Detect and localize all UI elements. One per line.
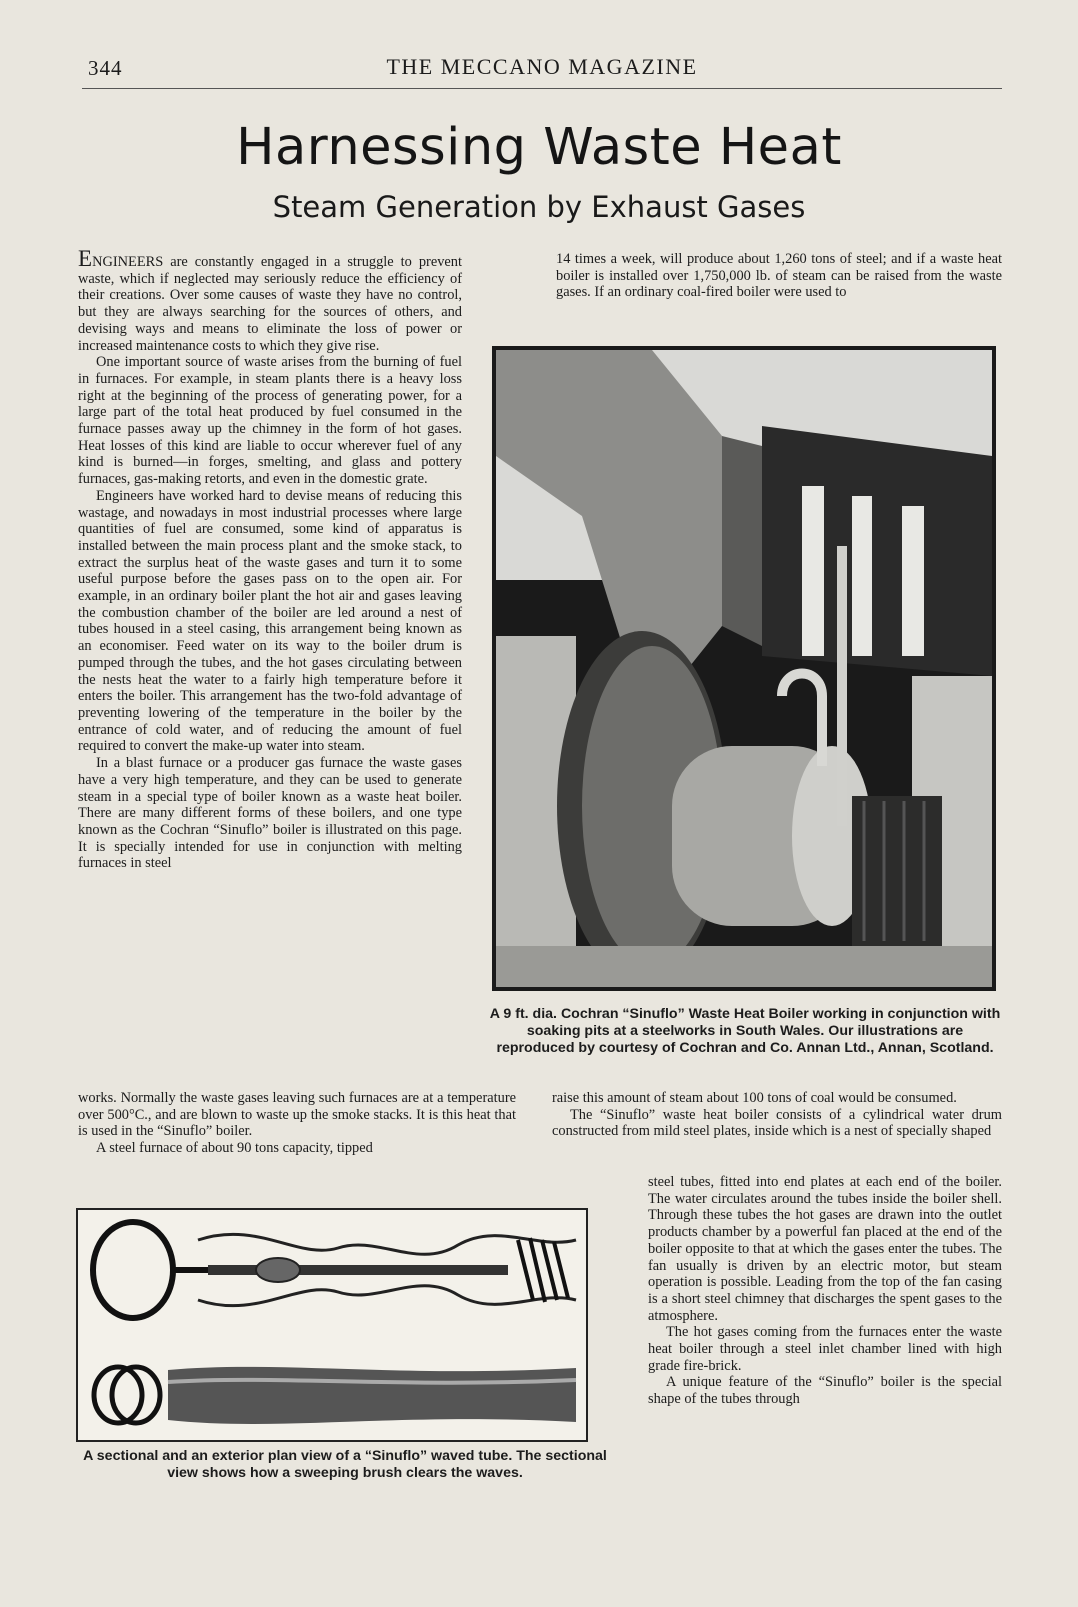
paragraph: steel tubes, fitted into end plates at each end of the boiler. The water circulates around the tubes inside the boiler shell. Through these tubes the hot gases are drawn into the outlet products chamber by a powerful fan placed at the end of the boiler opposite to that at which the gases enter the tubes. The fan usually is driven by an electric motor, but steam operation is possible. Leading from the top of the fan casing is a short steel chimney that discharges the spent gases to the atmosphere.	[648, 1174, 1002, 1324]
article-subtitle: Steam Generation by Exhaust Gases	[272, 190, 806, 224]
paragraph-text: NGINEERS are constantly engaged in a struggle to prevent waste, which if neglected may seriously reduce the efficiency of their creations. Over some causes of waste they have no control, but they are always searching for the sources of others, and devising ways and means to eliminate the loss of power or increased maintenance costs to which they give rise.	[78, 254, 462, 354]
right-column-top	[556, 251, 1002, 301]
magazine-title: THE MECCANO MAGAZINE	[386, 54, 698, 79]
boiler-photo-illustration	[492, 346, 996, 991]
left-column	[78, 246, 462, 872]
boiler-photo	[492, 346, 996, 991]
tube-caption: A sectional and an exterior plan view of a “Sinuflo” waved tube. The sectional view shows how a sweeping brush clears the waves.	[83, 1448, 607, 1481]
paragraph: 14 times a week, will produce about 1,260 tons of steel; and if a waste heat boiler is installed over 1,750,000 lb. of steam can be raised from the waste gases. If an ordinary coal-fired boiler were used to	[556, 251, 1002, 301]
right-lower-text	[552, 1090, 1002, 1140]
right-narrow-text	[648, 1174, 1002, 1408]
paragraph: The “Sinuflo” waste heat boiler consists of a cylindrical water drum constructed from mild steel plates, inside which is a nest of specially shaped	[552, 1106, 1002, 1140]
article-title: Harnessing Waste Heat	[236, 118, 842, 177]
left-lower-text	[78, 1090, 516, 1157]
paragraph: Engineers have worked hard to devise means of reducing this wastage, and nowadays in most industrial processes where large quantities of fuel are consumed, some kind of apparatus is installed between the main process plant and the smoke stack, to extract the surplus heat of the waste gases and turn it to some useful purpose before the gases pass on to the open air. For example, in an ordinary boiler plant the hot air and gases leaving the combustion chamber of the boiler are led around a nest of tubes housed in a steel casing, this arrangement being known as an economiser. Feed water on its way to the boiler drum is pumped through the tubes, and the hot gases circulating between the nests heat the water to a fairly high temperature before it enters the boiler. This arrangement has the two-fold advantage of preventing lowering of the temperature in the boiler by the entrance of cold water, and of reducing the amount of fuel required to convert the make-up water into steam.	[78, 487, 462, 755]
waved-tube-drawing	[78, 1210, 586, 1440]
paragraph: works. Normally the waste gases leaving such furnaces are at a temperature over 500°C., and are blown to waste up the smoke stacks. It is this heat that is used in the “Sinuflo” boiler.	[78, 1090, 516, 1140]
tube-illustration	[76, 1208, 588, 1442]
paragraph	[78, 246, 462, 354]
paragraph: A unique feature of the “Sinuflo” boiler is the special shape of the tubes through	[648, 1374, 1002, 1408]
drop-cap: E	[78, 246, 93, 271]
paragraph: A steel furnace of about 90 tons capacity, tipped	[96, 1140, 373, 1157]
paragraph: In a blast furnace or a producer gas furnace the waste gases have a very high temperature, and they can be used to generate steam in a special type of boiler known as a waste heat boiler. There are many different forms of these boilers, and one type known as the Cochran “Sinuflo” boiler is illustrated on this page. It is specially intended for use in conjunction with melting furnaces in steel	[78, 755, 462, 872]
page-header	[82, 54, 1002, 89]
boiler-photo-caption: A 9 ft. dia. Cochran “Sinuflo” Waste Heat Boiler working in conjunction with soaking pits at a steelworks in South Wales. Our illustrations are reproduced by courtesy of Cochran and Co. Annan Ltd., Annan, Scotland.	[489, 1006, 1001, 1056]
paragraph: The hot gases coming from the furnaces enter the waste heat boiler through a steel inlet chamber lined with high grade fire-brick.	[648, 1324, 1002, 1374]
page-number: 344	[88, 56, 123, 80]
paragraph: raise this amount of steam about 100 tons of coal would be consumed.	[552, 1090, 957, 1106]
paragraph: One important source of waste arises from the burning of fuel in furnaces. For example, in steam plants there is a heavy loss right at the beginning of the process of generating power, for a large part of the total heat produced by fuel consumed in the furnace passes away up the chimney in the form of hot gases. Heat losses of this kind are liable to occur wherever fuel of any kind is burned—in forges, smelting, and glass and pottery furnaces, gas-making retorts, and even in the domestic grate.	[78, 354, 462, 488]
